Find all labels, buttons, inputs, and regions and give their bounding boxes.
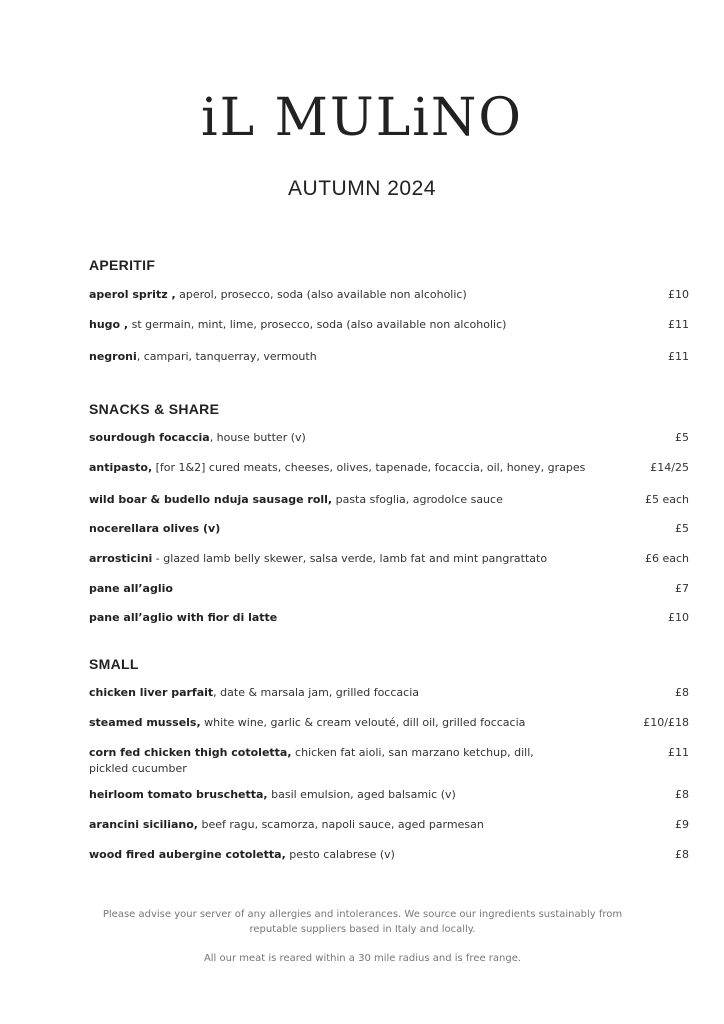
item-price: £11 (668, 318, 689, 331)
item-description: , date & marsala jam, grilled foccacia (213, 686, 419, 699)
item-name: arancini siciliano, (89, 818, 198, 831)
item-name: chicken liver parfait (89, 686, 214, 699)
item-price: £10/£18 (643, 716, 689, 729)
item-price: £7 (675, 582, 689, 595)
section-title-snacks-share: SNACKS & SHARE (89, 401, 220, 417)
item-price: £10 (668, 288, 689, 301)
menu-item (89, 349, 689, 365)
item-name: antipasto, (89, 461, 153, 474)
item-price: £8 (675, 788, 689, 801)
menu-item (89, 317, 689, 333)
item-price: £8 (675, 848, 689, 861)
item-name: pane all’aglio with fior di latte (89, 611, 278, 624)
menu-item (89, 521, 689, 537)
menu-season-title: AUTUMN 2024 (288, 177, 436, 200)
item-description: [for 1&2] cured meats, cheeses, olives, tapenade, focaccia, oil, honey, grapes (152, 461, 586, 474)
menu-item (89, 847, 689, 863)
item-name: wild boar & budello nduja sausage roll, (89, 493, 333, 506)
item-description: basil emulsion, aged balsamic (v) (267, 788, 456, 801)
item-description: st germain, mint, lime, prosecco, soda (also available non alcoholic) (128, 318, 507, 331)
item-name: negroni (89, 350, 137, 363)
item-description: , house butter (v) (209, 431, 306, 444)
item-description: pasta sfoglia, agrodolce sauce (332, 493, 503, 506)
item-name: corn fed chicken thigh cotoletta, (89, 746, 292, 759)
item-description: chicken fat aioli, san marzano ketchup, dill, pickled cucumber (89, 746, 534, 775)
item-name: nocerellara olives (v) (89, 522, 221, 535)
item-description: pesto calabrese (v) (285, 848, 395, 861)
menu-item (89, 817, 689, 833)
allergy-note: Please advise your server of any allergies and intolerances. We source our ingredients sustainably from reputable suppliers based in Italy and locally. (102, 909, 623, 935)
item-description: - glazed lamb belly skewer, salsa verde, lamb fat and mint pangrattato (152, 552, 548, 565)
item-price: £6 each (644, 552, 689, 565)
item-name: sourdough focaccia (89, 431, 210, 444)
item-price: £5 (675, 431, 689, 444)
item-name: pane all’aglio (89, 582, 173, 595)
item-name: arrosticini (89, 552, 153, 565)
item-price: £9 (675, 818, 689, 831)
item-price: £11 (668, 350, 689, 363)
menu-item (89, 551, 689, 567)
menu-item (89, 787, 689, 803)
section-title-small: SMALL (89, 656, 139, 672)
item-name: wood fired aubergine cotoletta, (89, 848, 286, 861)
item-description: white wine, garlic & cream velouté, dill oil, grilled foccacia (200, 716, 526, 729)
menu-item (89, 685, 689, 701)
item-price: £5 each (644, 493, 689, 506)
section-title-aperitif: APERITIF (89, 257, 156, 273)
menu-item (89, 581, 689, 597)
menu-item (89, 492, 689, 508)
item-name: steamed mussels, (89, 716, 201, 729)
item-description: aperol, prosecco, soda (also available non alcoholic) (175, 288, 467, 301)
item-description: beef ragu, scamorza, napoli sauce, aged parmesan (197, 818, 484, 831)
item-price: £11 (668, 746, 689, 759)
item-name: hugo , (89, 318, 129, 331)
restaurant-logo: iL MULiNO (200, 88, 524, 148)
menu-item (89, 715, 689, 731)
item-price: £8 (675, 686, 689, 699)
item-price: £14/25 (650, 461, 689, 474)
menu-item (89, 287, 689, 303)
item-name: heirloom tomato bruschetta, (89, 788, 268, 801)
item-price: £5 (675, 522, 689, 535)
meat-sourcing-note: All our meat is reared within a 30 mile radius and is free range. (203, 953, 522, 964)
menu-item (89, 430, 689, 446)
item-description: , campari, tanquerray, vermouth (136, 350, 317, 363)
item-price: £10 (668, 611, 689, 624)
item-name: aperol spritz , (89, 288, 176, 301)
menu-item (89, 610, 689, 626)
menu-item (89, 745, 689, 777)
menu-item (89, 460, 689, 476)
